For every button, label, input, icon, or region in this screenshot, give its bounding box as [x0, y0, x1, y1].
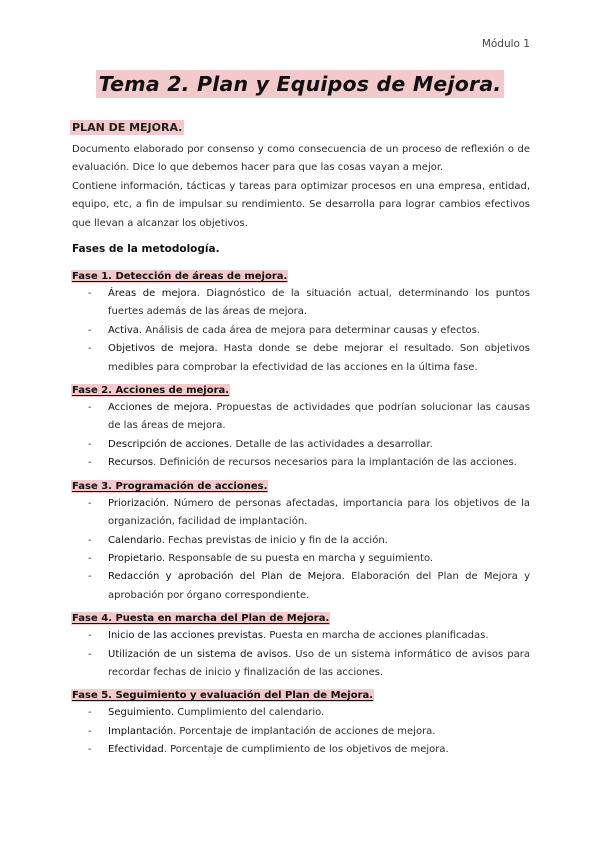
list-item — [72, 454, 530, 472]
item-description: . Puesta en marcha de acciones planificadas. — [263, 630, 489, 642]
bullet-dash: - — [88, 402, 92, 414]
item-term: Acciones de mejora — [108, 402, 209, 414]
item-term: Priorización — [108, 497, 166, 509]
phase-items-list — [72, 399, 530, 473]
item-description: . Fechas previstas de inicio y fin de la acción. — [161, 534, 388, 546]
list-item — [72, 704, 530, 722]
item-term: Activa — [108, 324, 139, 336]
item-description: . Porcentaje de cumplimiento de los objetivos de mejora. — [163, 744, 449, 756]
list-item — [72, 627, 530, 645]
bullet-dash: - — [88, 707, 92, 719]
item-description: . Diagnóstico de la situación actual, determinando los puntos fuertes además de las áreas de mejora. — [108, 288, 530, 318]
list-item — [72, 495, 530, 532]
phases-container — [72, 264, 530, 760]
phase-items-list — [72, 704, 530, 759]
bullet-dash: - — [88, 343, 92, 355]
list-item — [72, 550, 530, 568]
item-description: . Propuestas de actividades que podrían solucionar las causas de las áreas de mejora. — [108, 402, 530, 432]
bullet-dash: - — [88, 571, 92, 583]
item-term: Implantación — [108, 725, 174, 737]
phase-items-list — [72, 627, 530, 682]
phase-title: Fase 2. Acciones de mejora. — [72, 385, 230, 397]
list-item — [72, 322, 530, 340]
item-term: Redacción y aprobación del Plan de Mejora — [108, 571, 342, 583]
module-label: Módulo 1 — [481, 38, 530, 50]
item-term: Inicio de las acciones previstas — [108, 630, 264, 642]
phase-title: Fase 3. Programación de acciones. — [72, 480, 268, 492]
item-description: . Uso de un sistema informático de avisos para recordar fechas de inicio y finalización de las acciones. — [108, 648, 530, 678]
bullet-dash: - — [88, 648, 92, 660]
phase-section — [72, 683, 530, 759]
list-item — [72, 646, 530, 683]
phase-title: Fase 4. Puesta en marcha del Plan de Mejora. — [72, 613, 330, 625]
intro-paragraph-2: Contiene información, tácticas y tareas para optimizar procesos en una empresa, entidad, equipo, etc, a fin de impulsar su rendimiento. Se desarrolla para lograr cambios efectivos que llevan a alcanzar los objetivos. — [72, 180, 530, 229]
section-heading: PLAN DE MEJORA. — [72, 121, 183, 134]
document-title: Tema 2. Plan y Equipos de Mejora. — [96, 70, 505, 98]
bullet-dash: - — [88, 288, 92, 300]
item-description: . Elaboración del Plan de Mejora y aprobación por órgano correspondiente. — [108, 571, 530, 601]
title-container — [0, 70, 600, 98]
document-body — [72, 116, 530, 761]
phase-title: Fase 5. Seguimiento y evaluación del Plan de Mejora. — [72, 690, 374, 702]
phase-section — [72, 474, 530, 605]
list-item — [72, 532, 530, 550]
phase-items-list — [72, 495, 530, 605]
item-term: Objetivos de mejora — [108, 343, 215, 355]
item-term: Efectividad — [108, 744, 164, 756]
phase-section — [72, 606, 530, 682]
item-description: . Detalle de las actividades a desarrollar. — [229, 438, 433, 450]
bullet-dash: - — [88, 438, 92, 450]
list-item — [72, 340, 530, 377]
list-item — [72, 741, 530, 759]
item-description: . Cumplimiento del calendario. — [170, 707, 325, 719]
item-description: . Responsable de su puesta en marcha y seguimiento. — [162, 552, 434, 564]
list-item — [72, 436, 530, 454]
item-description: . Definición de recursos necesarios para la implantación de las acciones. — [153, 457, 517, 469]
phase-section — [72, 378, 530, 473]
phase-items-list — [72, 285, 530, 377]
methodology-heading: Fases de la metodología. — [72, 243, 220, 256]
item-term: Áreas de mejora — [108, 288, 197, 300]
list-item — [72, 285, 530, 322]
bullet-dash: - — [88, 497, 92, 509]
list-item — [72, 723, 530, 741]
item-description: . Número de personas afectadas, importancia para los objetivos de la organización, facilidad de implantación. — [108, 497, 530, 528]
bullet-dash: - — [88, 725, 92, 737]
list-item — [72, 399, 530, 436]
bullet-dash: - — [88, 744, 92, 756]
item-description: . Análisis de cada área de mejora para determinar causas y efectos. — [138, 324, 481, 336]
bullet-dash: - — [88, 630, 92, 642]
item-term: Calendario — [108, 534, 162, 546]
item-description: . Hasta donde se debe mejorar el resultado. Son objetivos medibles para comprobar la efectividad de las acciones en la última fase. — [108, 343, 531, 373]
item-term: Seguimiento — [108, 707, 171, 719]
bullet-dash: - — [88, 457, 92, 469]
bullet-dash: - — [88, 324, 92, 336]
item-term: Utilización de un sistema de avisos — [108, 648, 289, 660]
item-term: Propietario — [108, 552, 163, 564]
phase-section — [72, 264, 530, 377]
bullet-dash: - — [88, 552, 92, 564]
item-term: Recursos — [108, 457, 154, 469]
item-description: . Porcentaje de implantación de acciones de mejora. — [173, 725, 436, 737]
intro-paragraph-1: Documento elaborado por consenso y como consecuencia de un proceso de reflexión o de evaluación. Dice lo que debemos hacer para que las cosas vayan a mejor. — [72, 144, 530, 174]
bullet-dash: - — [88, 534, 92, 546]
phase-title: Fase 1. Detección de áreas de mejora. — [72, 271, 288, 283]
list-item — [72, 568, 530, 605]
item-term: Descripción de acciones — [108, 438, 230, 450]
